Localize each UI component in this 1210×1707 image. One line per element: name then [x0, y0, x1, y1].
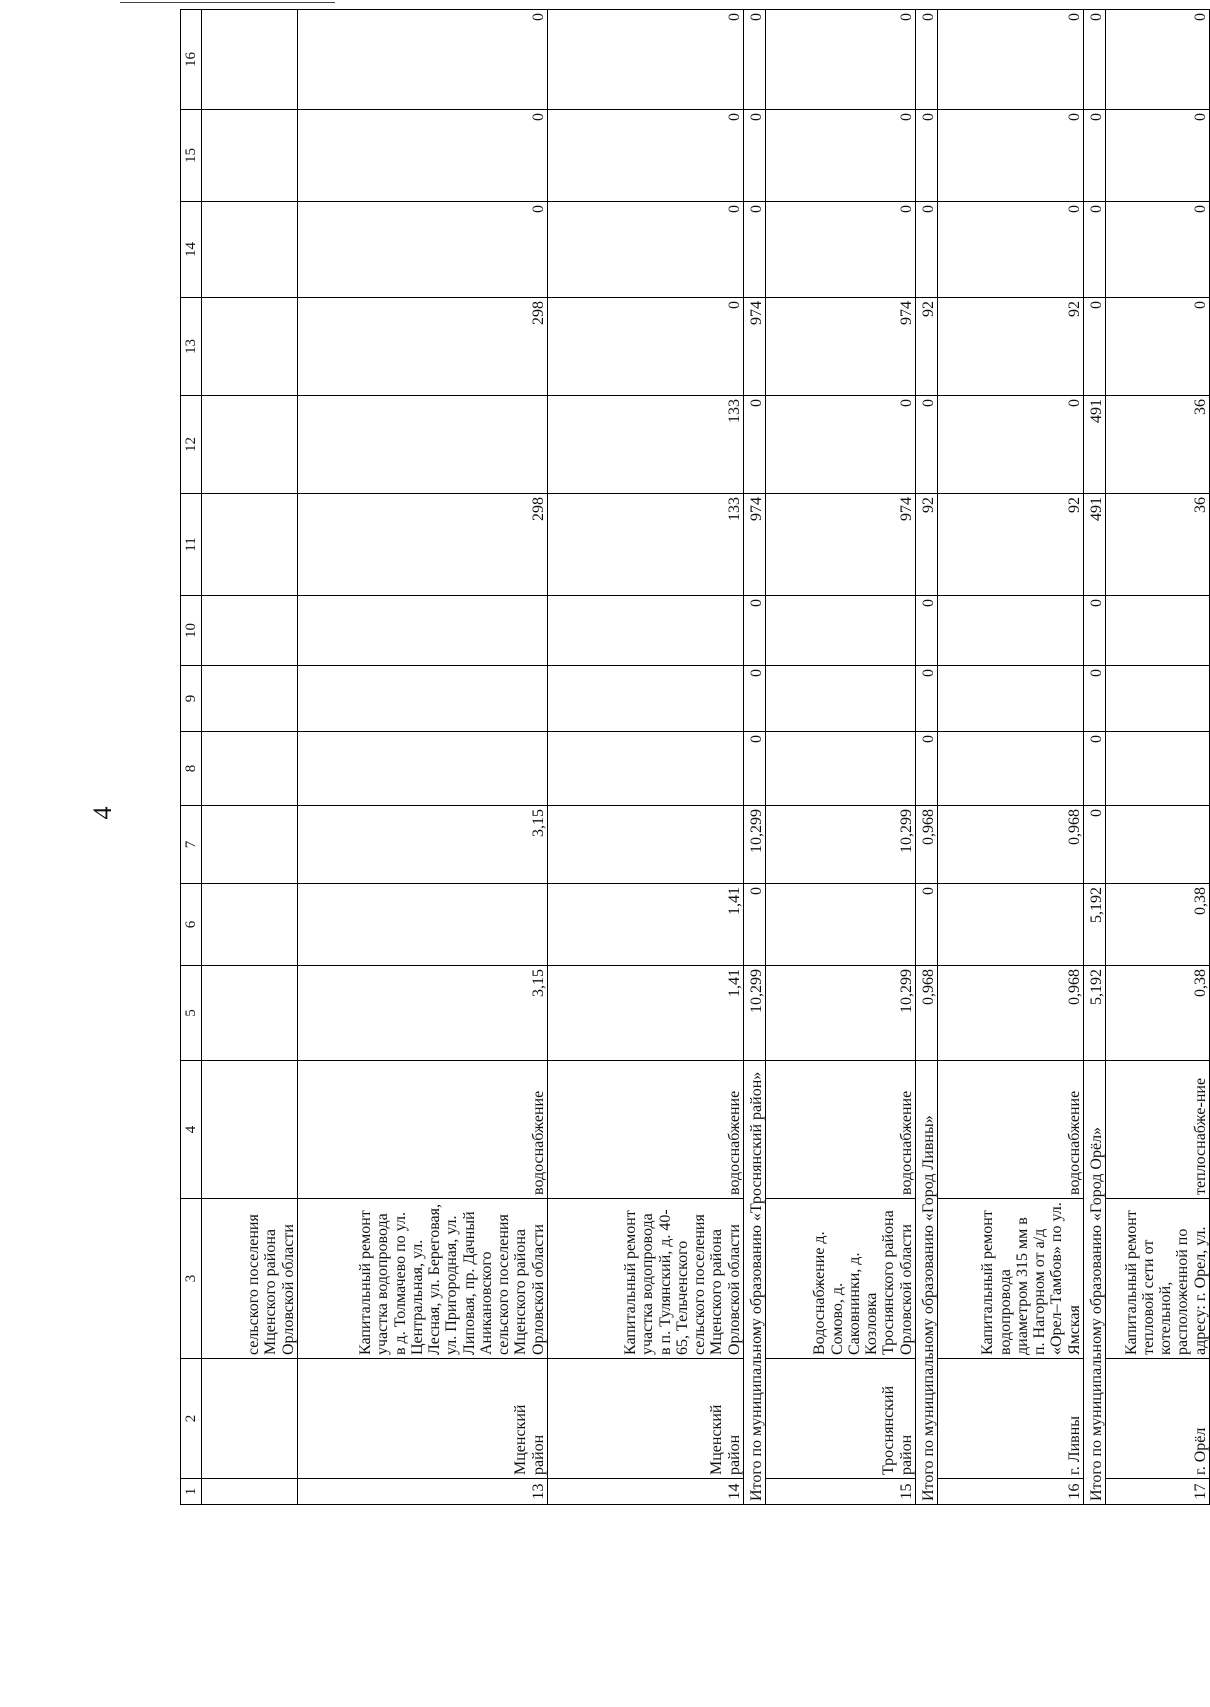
value-cell: 5,192: [1084, 884, 1106, 966]
value-cell: 0: [916, 666, 938, 732]
value-cell: 10,299: [766, 806, 916, 884]
value-cell: 10,299: [766, 966, 916, 1061]
rotated-table-frame: [180, 13, 1210, 1505]
column-number: 16: [181, 10, 202, 110]
value-cell: 0: [938, 202, 1084, 298]
value-cell: 1,41: [548, 966, 744, 1061]
total-label: Итого по муниципальному образованию «Город Ливны»: [916, 1061, 938, 1505]
service-type-cell: водоснабжение: [298, 1061, 548, 1199]
column-number: 6: [181, 884, 202, 966]
column-number-row: [181, 10, 202, 1505]
project-title-cell: Капитальный ремонт тепловой сети от котельной, расположенной по адресу: г. Орел, ул.: [1106, 1199, 1210, 1359]
column-number: 12: [181, 396, 202, 494]
project-title-cell: Водоснабжение д. Сомово, д. Саковнинки, д. Козловка Троснянского района Орловской области: [766, 1199, 916, 1359]
total-row: [916, 10, 938, 1505]
column-number: 2: [181, 1359, 202, 1479]
value-cell: 36: [1106, 494, 1210, 596]
value-cell: 0: [766, 10, 916, 110]
value-cell: 92: [916, 494, 938, 596]
total-row: [1084, 10, 1106, 1505]
value-cell: [202, 10, 298, 110]
column-number: 3: [181, 1199, 202, 1359]
column-number: 7: [181, 806, 202, 884]
value-cell: 0: [1084, 202, 1106, 298]
value-cell: 491: [1084, 494, 1106, 596]
value-cell: 0: [916, 732, 938, 806]
value-cell: 0: [298, 110, 548, 202]
project-title-cell: Капитальный ремонт водопровода диаметром 315 мм в п. Нагорном от а/д «Орел–Тамбов» по ул. Ямская: [938, 1199, 1084, 1359]
row-number-cell: 16: [938, 1479, 1084, 1505]
value-cell: [1106, 732, 1210, 806]
project-title-cell: Капитальный ремонт участка водопровода в д. Толмачево по ул. Центральная, ул. Лесная, ул. Береговая, ул. Пригородная, ул. Липовая, пр. Дачный Аникановского сельского поселения Мценского района Орловской области: [298, 1199, 548, 1359]
value-cell: [548, 596, 744, 666]
value-cell: 491: [1084, 396, 1106, 494]
row-number-cell: 14: [548, 1479, 744, 1505]
value-cell: 1,41: [548, 884, 744, 966]
value-cell: [202, 298, 298, 396]
value-cell: 0: [298, 202, 548, 298]
value-cell: [766, 666, 916, 732]
value-cell: [202, 110, 298, 202]
value-cell: 0: [1106, 10, 1210, 110]
value-cell: 974: [744, 494, 766, 596]
value-cell: 974: [766, 298, 916, 396]
value-cell: 3,15: [298, 966, 548, 1061]
table-row: [938, 10, 1084, 1505]
service-type-cell: водоснабжение: [938, 1061, 1084, 1199]
value-cell: 0: [1084, 666, 1106, 732]
value-cell: 0: [938, 396, 1084, 494]
value-cell: 0,968: [916, 966, 938, 1061]
value-cell: [766, 884, 916, 966]
value-cell: 0,968: [938, 806, 1084, 884]
header-rule: [120, 2, 335, 3]
table-row: [548, 10, 744, 1505]
value-cell: [548, 732, 744, 806]
value-cell: 0: [916, 884, 938, 966]
value-cell: [548, 806, 744, 884]
value-cell: 0: [548, 10, 744, 110]
table-container: [180, 13, 1210, 1505]
value-cell: [298, 596, 548, 666]
value-cell: [202, 494, 298, 596]
value-cell: 0: [298, 10, 548, 110]
column-number: 13: [181, 298, 202, 396]
value-cell: 36: [1106, 396, 1210, 494]
column-number: 1: [181, 1479, 202, 1505]
value-cell: 0: [1084, 806, 1106, 884]
value-cell: 0: [744, 396, 766, 494]
value-cell: 0: [1084, 596, 1106, 666]
value-cell: 974: [766, 494, 916, 596]
value-cell: 92: [916, 298, 938, 396]
project-title-cell: Капитальный ремонт участка водопровода в п. Тулянский, д. 40-65, Тельченского сельского поселения Мценского района Орловской области: [548, 1199, 744, 1359]
value-cell: 0: [744, 10, 766, 110]
value-cell: 0: [916, 10, 938, 110]
district-cell: Мценский район: [548, 1359, 744, 1479]
value-cell: 0,38: [1106, 884, 1210, 966]
column-number: 8: [181, 732, 202, 806]
value-cell: 0,968: [938, 966, 1084, 1061]
value-cell: [298, 396, 548, 494]
value-cell: 0: [916, 202, 938, 298]
value-cell: [938, 732, 1084, 806]
value-cell: 0: [744, 202, 766, 298]
total-row: [744, 10, 766, 1505]
value-cell: [938, 884, 1084, 966]
value-cell: [1106, 666, 1210, 732]
value-cell: [938, 596, 1084, 666]
service-type-cell: теплоснабже-ние: [1106, 1061, 1210, 1199]
value-cell: 0: [548, 202, 744, 298]
value-cell: [298, 666, 548, 732]
value-cell: [202, 666, 298, 732]
value-cell: 5,192: [1084, 966, 1106, 1061]
value-cell: 0: [548, 110, 744, 202]
district-cell: Троснянский район: [766, 1359, 916, 1479]
row-number-cell: 15: [766, 1479, 916, 1505]
value-cell: 0: [548, 298, 744, 396]
value-cell: 298: [298, 298, 548, 396]
value-cell: [766, 596, 916, 666]
value-cell: 133: [548, 494, 744, 596]
value-cell: 10,299: [744, 966, 766, 1061]
value-cell: 0: [938, 10, 1084, 110]
value-cell: 92: [938, 494, 1084, 596]
value-cell: 974: [744, 298, 766, 396]
district-cell: Мценский район: [298, 1359, 548, 1479]
district-cell: [202, 1359, 298, 1479]
district-cell: г. Орёл: [1106, 1359, 1210, 1479]
row-number-cell: [202, 1479, 298, 1505]
value-cell: [202, 596, 298, 666]
row-number-cell: 17: [1106, 1479, 1210, 1505]
value-cell: 0: [916, 396, 938, 494]
row-number-cell: 13: [298, 1479, 548, 1505]
column-number: 4: [181, 1061, 202, 1199]
value-cell: [202, 396, 298, 494]
value-cell: 0: [766, 110, 916, 202]
table-row: [766, 10, 916, 1505]
value-cell: 0: [1084, 732, 1106, 806]
page-number: 4: [88, 806, 117, 820]
column-number: 14: [181, 202, 202, 298]
value-cell: [202, 806, 298, 884]
column-number: 11: [181, 494, 202, 596]
service-type-cell: водоснабжение: [548, 1061, 744, 1199]
value-cell: [202, 966, 298, 1061]
value-cell: 0: [744, 596, 766, 666]
column-number: 5: [181, 966, 202, 1061]
value-cell: [298, 732, 548, 806]
value-cell: 0: [916, 596, 938, 666]
value-cell: 298: [298, 494, 548, 596]
value-cell: [1106, 806, 1210, 884]
value-cell: 0: [1106, 298, 1210, 396]
value-cell: 0: [1084, 298, 1106, 396]
value-cell: 133: [548, 396, 744, 494]
value-cell: [938, 666, 1084, 732]
value-cell: 0: [744, 884, 766, 966]
table-row: [202, 10, 298, 1505]
column-number: 9: [181, 666, 202, 732]
value-cell: 3,15: [298, 806, 548, 884]
value-cell: [298, 884, 548, 966]
value-cell: [202, 202, 298, 298]
data-table: [180, 9, 1210, 1505]
column-number: 10: [181, 596, 202, 666]
value-cell: [548, 666, 744, 732]
column-number: 15: [181, 110, 202, 202]
value-cell: 92: [938, 298, 1084, 396]
value-cell: 0,38: [1106, 966, 1210, 1061]
total-label: Итого по муниципальному образованию «Троснянский район»: [744, 1061, 766, 1505]
value-cell: 0: [938, 110, 1084, 202]
value-cell: 0: [1084, 10, 1106, 110]
project-title-cell: сельского поселения Мценского района Орловской области: [202, 1199, 298, 1359]
table-row: [298, 10, 548, 1505]
value-cell: 0,968: [916, 806, 938, 884]
value-cell: [202, 884, 298, 966]
value-cell: 10,299: [744, 806, 766, 884]
value-cell: 0: [766, 396, 916, 494]
value-cell: 0: [1106, 110, 1210, 202]
value-cell: 0: [744, 732, 766, 806]
value-cell: [1106, 596, 1210, 666]
service-type-cell: водоснабжение: [766, 1061, 916, 1199]
value-cell: 0: [744, 110, 766, 202]
value-cell: 0: [1106, 202, 1210, 298]
value-cell: 0: [766, 202, 916, 298]
table-row: [1106, 10, 1210, 1505]
total-label: Итого по муниципальному образованию «Город Орёл»: [1084, 1061, 1106, 1505]
value-cell: 0: [744, 666, 766, 732]
district-cell: г. Ливны: [938, 1359, 1084, 1479]
value-cell: 0: [916, 110, 938, 202]
value-cell: 0: [1084, 110, 1106, 202]
service-type-cell: [202, 1061, 298, 1199]
value-cell: [202, 732, 298, 806]
value-cell: [766, 732, 916, 806]
